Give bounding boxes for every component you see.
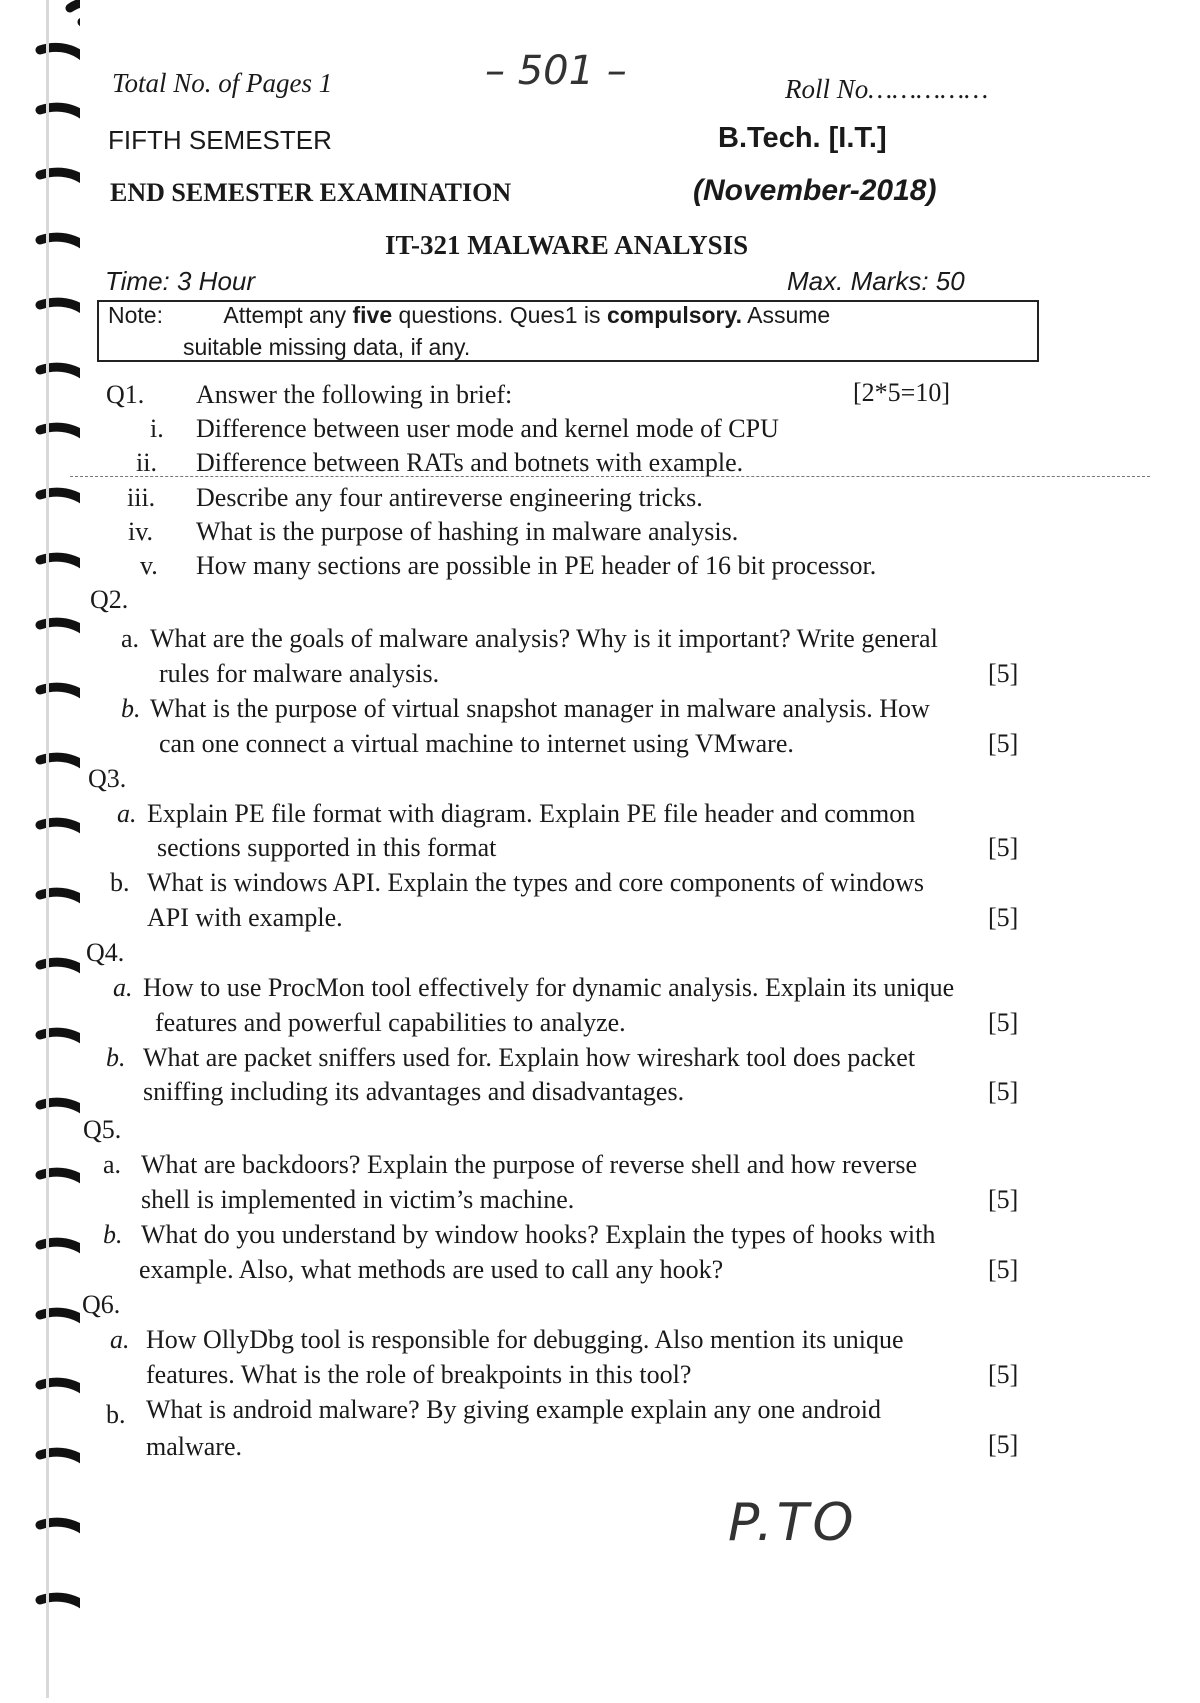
- q3-a-line1: Explain PE file format with diagram. Explain PE file header and common: [147, 799, 916, 828]
- q1-item-text: Describe any four antireverse engineering tricks.: [196, 483, 703, 512]
- q1-item-text: What is the purpose of hashing in malware analysis.: [196, 517, 739, 546]
- q6-a-line1: How OllyDbg tool is responsible for debugging. Also mention its unique: [146, 1325, 904, 1354]
- q5-a-marks: [5]: [988, 1185, 1019, 1214]
- q2-b-line2: can one connect a virtual machine to internet using VMware.: [159, 729, 794, 758]
- q3-a-letter: a.: [117, 799, 137, 828]
- q1-number: Q1.: [106, 380, 145, 409]
- note-line-2: suitable missing data, if any.: [183, 334, 471, 360]
- q2-a-letter: a.: [121, 624, 140, 653]
- q3-b-letter: b.: [110, 868, 130, 897]
- q2-number: Q2.: [90, 585, 129, 614]
- q3-a-line2: sections supported in this format: [157, 833, 497, 862]
- max-marks: Max. Marks: 50: [787, 266, 965, 296]
- degree: B.Tech. [I.T.]: [718, 122, 887, 154]
- q6-number: Q6.: [82, 1290, 121, 1319]
- q1-item-idx: iii.: [127, 483, 156, 512]
- q6-b-letter: b.: [106, 1400, 126, 1429]
- q4-a-letter: a.: [113, 973, 133, 1002]
- handwritten-code: – 501 –: [485, 48, 627, 94]
- q2-a-line2: rules for malware analysis.: [159, 659, 440, 688]
- q2-b-letter: b.: [121, 694, 141, 723]
- q1-item-idx: i.: [150, 414, 164, 443]
- q3-b-line2: API with example.: [147, 903, 343, 932]
- spiral-binding: [0, 0, 80, 1698]
- q2-b-marks: [5]: [988, 729, 1019, 758]
- q4-number: Q4.: [86, 938, 125, 967]
- q3-b-line1: What is windows API. Explain the types and core components of windows: [147, 868, 924, 897]
- roll-no: Roll No……………: [785, 74, 989, 104]
- q4-b-line1: What are packet sniffers used for. Explain how wireshark tool does packet: [143, 1043, 916, 1072]
- q1-item-idx: iv.: [128, 517, 154, 546]
- q5-b-line1: What do you understand by window hooks? Explain the types of hooks with: [141, 1220, 936, 1249]
- q5-b-line2: example. Also, what methods are used to call any hook?: [139, 1255, 724, 1284]
- q5-a-line1: What are backdoors? Explain the purpose of reverse shell and how reverse: [141, 1150, 918, 1179]
- q3-b-marks: [5]: [988, 903, 1019, 932]
- q2-b-line1: What is the purpose of virtual snapshot manager in malware analysis. How: [150, 694, 930, 723]
- total-pages: Total No. of Pages 1: [112, 68, 333, 98]
- page-divider-line: [70, 476, 1150, 477]
- q1-item-text: Difference between RATs and botnets with example.: [196, 448, 744, 477]
- q1-text: Answer the following in brief:: [196, 380, 513, 409]
- exam-title: END SEMESTER EXAMINATION: [110, 178, 512, 207]
- q4-a-marks: [5]: [988, 1008, 1019, 1037]
- q6-a-line2: features. What is the role of breakpoints in this tool?: [146, 1360, 692, 1389]
- note-label: Note:: [108, 302, 163, 328]
- q6-b-line2: malware.: [146, 1432, 243, 1461]
- q5-a-line2: shell is implemented in victim’s machine.: [141, 1185, 575, 1214]
- q2-a-marks: [5]: [988, 659, 1019, 688]
- binding-rings-icon: [0, 0, 80, 1698]
- q5-b-marks: [5]: [988, 1255, 1019, 1284]
- q4-b-marks: [5]: [988, 1077, 1019, 1106]
- q4-a-line1: How to use ProcMon tool effectively for dynamic analysis. Explain its unique: [143, 973, 955, 1002]
- q4-b-letter: b.: [106, 1043, 126, 1072]
- q1-item-text: Difference between user mode and kernel mode of CPU: [196, 414, 779, 443]
- q1-item-idx: v.: [140, 551, 158, 580]
- time: Time: 3 Hour: [105, 266, 256, 296]
- q1-marks: [2*5=10]: [853, 378, 950, 407]
- handwritten-pto: P.TO: [728, 1493, 858, 1553]
- q4-b-line2: sniffing including its advantages and disadvantages.: [143, 1077, 685, 1106]
- q3-a-marks: [5]: [988, 833, 1019, 862]
- q1-item-text: How many sections are possible in PE header of 16 bit processor.: [196, 551, 877, 580]
- q1-item-idx: ii.: [136, 448, 157, 477]
- q2-a-line1: What are the goals of malware analysis? Why is it important? Write general: [150, 624, 938, 653]
- session: (November-2018): [693, 174, 937, 207]
- q3-number: Q3.: [88, 764, 127, 793]
- note-line-1: Note: Attempt any five questions. Ques1 is compulsory. Assume: [108, 302, 831, 328]
- q4-a-line2: features and powerful capabilities to analyze.: [155, 1008, 626, 1037]
- q6-b-line1: What is android malware? By giving example explain any one android: [146, 1395, 881, 1424]
- q5-number: Q5.: [83, 1115, 122, 1144]
- course-title: IT-321 MALWARE ANALYSIS: [385, 230, 749, 260]
- q6-a-letter: a.: [110, 1325, 130, 1354]
- q5-b-letter: b.: [103, 1220, 123, 1249]
- q6-b-marks: [5]: [988, 1430, 1019, 1459]
- q6-a-marks: [5]: [988, 1360, 1019, 1389]
- semester: FIFTH SEMESTER: [108, 125, 332, 155]
- q5-a-letter: a.: [103, 1150, 122, 1179]
